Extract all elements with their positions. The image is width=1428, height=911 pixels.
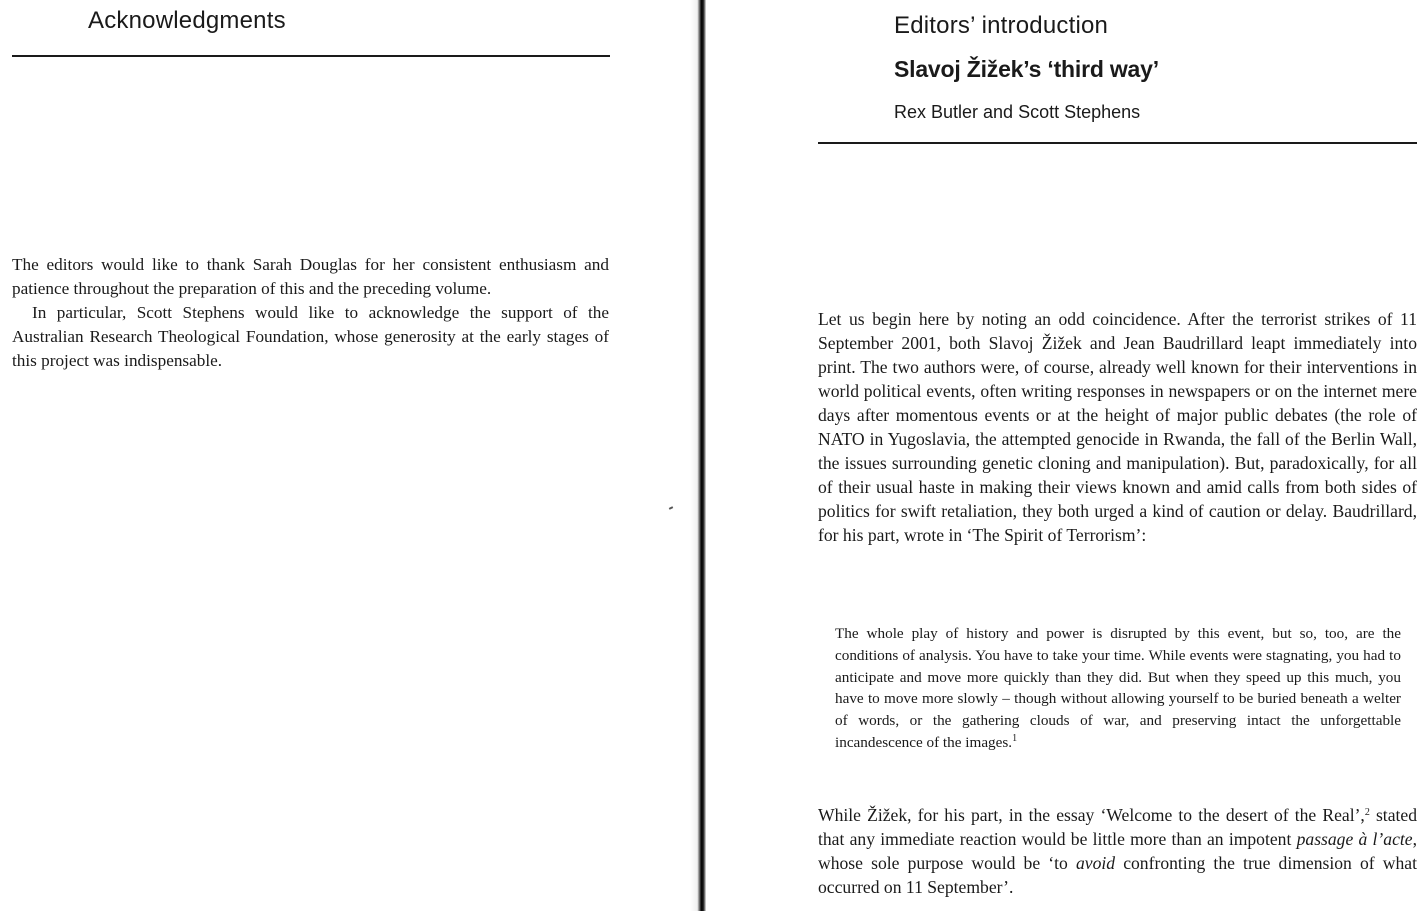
acknowledgments-heading: Acknowledgments — [88, 7, 286, 34]
left-page — [0, 0, 705, 911]
italic-phrase: passage à l’acte — [1296, 829, 1413, 849]
text-run: confronting the true dimension of what occurred on 11 September’. — [818, 853, 1417, 897]
book-gutter — [697, 0, 706, 911]
chapter-authors: Rex Butler and Scott Stephens — [894, 102, 1141, 122]
chapter-title: Slavoj Žižek’s ‘third way’ — [894, 56, 1159, 82]
acknowledgments-paragraph: The editors would like to thank Sarah Douglas for her consistent enthusiasm and patience throughout the preparation of this and the preceding volume. — [12, 255, 609, 298]
heading-rule — [12, 55, 610, 57]
text-run: , whose sole purpose would be ‘to — [818, 829, 1417, 873]
footnote-marker: 1 — [1012, 732, 1018, 744]
section-label: Editors’ introduction — [894, 12, 1109, 39]
italic-word: avoid — [1075, 853, 1116, 873]
body-paragraph-1: Let us begin here by noting an odd coincidence. After the terrorist strikes of 11 September 2001, both Slavoj Žižek and Jean Baudrillard leapt immediately into print. The two authors were, of course, already well known for their interventions in world political events, often writing responses in newspapers or on the internet mere days after momentous events or at the height of major public debates (the role of NATO in Yugoslavia, the attempted genocide in Rwanda, the fall of the Berlin Wall, the issues surrounding genetic cloning and manipulation). But, paradoxically, for all of their usual haste in making their views known and amid calls from both sides of politics for swift retaliation, they both urged a kind of caution or delay. Baudrillard, for his part, wrote in ‘The Spirit of Terrorism’: — [818, 309, 1417, 545]
acknowledgments-paragraph: In particular, Scott Stephens would like to acknowledge the support of the Australian Research Theological Foundation, whose generosity at the early stages of this project was indispensable. — [12, 303, 609, 370]
right-page — [711, 0, 1428, 911]
quote-text: The whole play of history and power is disrupted by this event, but so, too, are the conditions of analysis. You have to take your time. While events were stagnating, you had to anticipate and move more quickly than they did. But when they speed up this much, you have to move more slowly – though without allowing yourself to be buried beneath a welter of words, or the gathering clouds of war, and preserving intact the unforgettable incandescence of the images. — [835, 625, 1401, 751]
footnote-marker: 2 — [1364, 807, 1370, 818]
body-paragraph-2 — [818, 803, 1417, 899]
text-run: stated that any immediate reaction would be little more than an impotent — [818, 805, 1417, 849]
acknowledgments-body — [12, 253, 609, 373]
text-run: While Žižek, for his part, in the essay ‘Welcome to the desert of the Real’, — [818, 805, 1365, 825]
block-quote — [835, 623, 1401, 754]
title-rule — [818, 142, 1417, 144]
book-gutter-shadow — [690, 0, 697, 911]
